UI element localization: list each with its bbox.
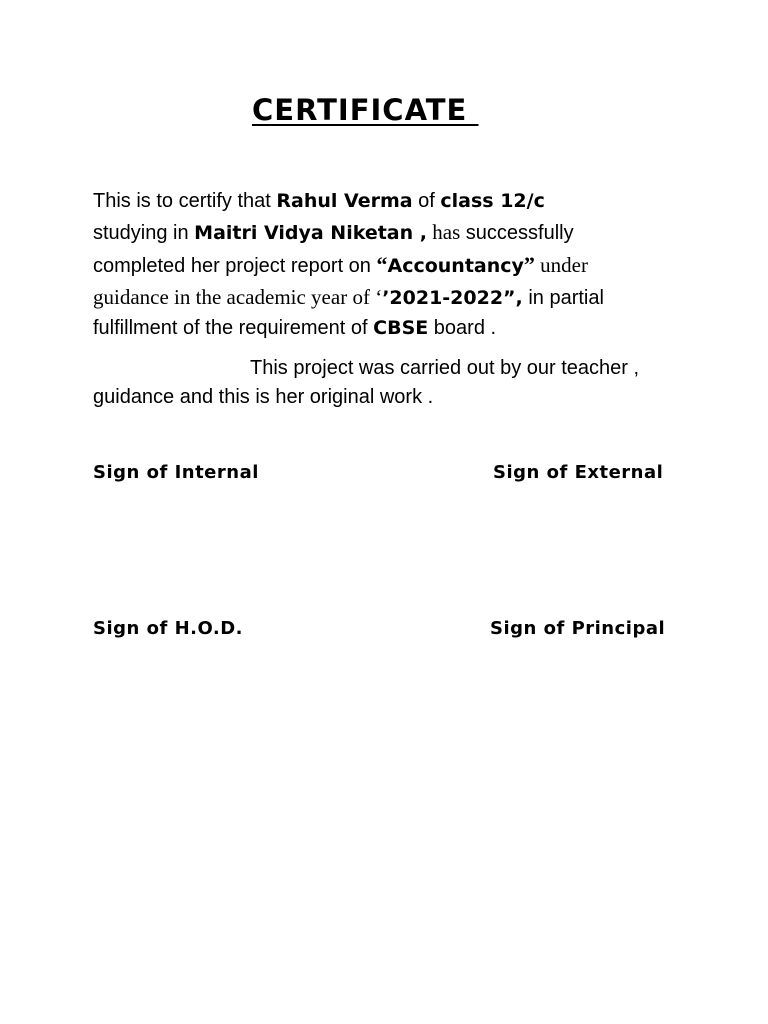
body-text: studying in — [93, 222, 195, 244]
body-text: in partial — [522, 287, 604, 309]
page-title: CERTIFICATE — [252, 93, 479, 127]
academic-year: ’2021-2022”, — [382, 287, 523, 309]
body-line-5 — [93, 316, 496, 340]
body-text: board . — [428, 317, 497, 339]
body-text: of — [412, 190, 441, 212]
body-line-4 — [93, 285, 604, 310]
sign-external-label: Sign of External — [493, 462, 664, 483]
body-text: under — [534, 253, 588, 277]
body-text: successfully — [460, 222, 574, 244]
body-text: has — [427, 220, 461, 244]
body-line-1 — [93, 189, 545, 213]
student-name: Rahul Verma — [276, 190, 413, 212]
class-name: class 12/c — [440, 190, 545, 212]
subject-name: Accountancy — [387, 255, 524, 277]
close-quote: ” — [523, 252, 535, 277]
body-line-7: guidance and this is her original work . — [93, 386, 434, 408]
school-name: Maitri Vidya Niketan , — [194, 222, 427, 244]
body-text: guidance in the academic year of ‘ — [93, 285, 383, 309]
body-line-3 — [93, 253, 588, 278]
body-text: fulfillment of the requirement of — [93, 317, 374, 339]
board-name: CBSE — [373, 317, 429, 339]
sign-principal-label: Sign of Principal — [490, 618, 666, 639]
sign-internal-label: Sign of Internal — [93, 462, 259, 483]
body-text: This is to certify that — [93, 190, 277, 212]
body-text: completed her project report on — [93, 255, 377, 277]
sign-hod-label: Sign of H.O.D. — [93, 618, 243, 639]
open-quote: “ — [376, 252, 388, 277]
body-line-6: This project was carried out by our teacher , — [250, 357, 640, 379]
body-line-2 — [93, 220, 574, 245]
